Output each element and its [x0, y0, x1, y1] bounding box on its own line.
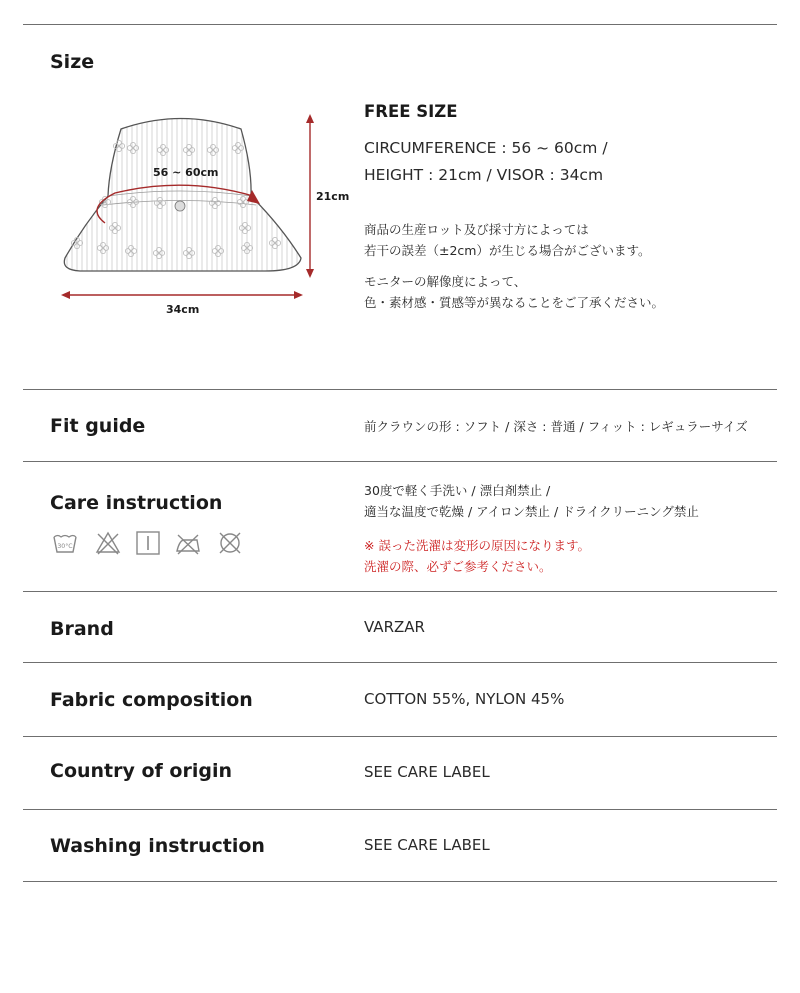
note-measurement-line2: 若干の誤差（±2cm）が生じる場合がございます。	[364, 243, 651, 258]
divider-brand	[23, 662, 777, 663]
note-monitor-line2: 色・素材感・質感等が異なることをご了承ください。	[364, 295, 665, 310]
fabric-heading: Fabric composition	[50, 689, 253, 711]
care-warning-line2: 洗濯の際、必ずご参考ください。	[364, 559, 552, 574]
bottom-divider	[23, 881, 777, 882]
fit-guide-heading: Fit guide	[50, 415, 146, 437]
origin-heading: Country of origin	[50, 760, 233, 782]
note-monitor-line1: モニターの解像度によって、	[364, 274, 527, 289]
divider-fabric	[23, 736, 777, 737]
free-size-title: FREE SIZE	[364, 102, 458, 121]
no-dry-clean-icon	[217, 530, 243, 556]
care-line1: 30度で軽く手洗い / 漂白剤禁止 /	[364, 483, 551, 498]
hat-size-diagram	[55, 108, 355, 323]
fit-guide-value: 前クラウンの形 : ソフト / 深さ : 普通 / フィット : レギュラーサイズ	[364, 419, 748, 434]
care-warning-line1: ※ 誤った洗濯は変形の原因になります。	[364, 538, 590, 553]
circumference-label: 56 ~ 60cm	[153, 166, 219, 179]
fabric-value: COTTON 55%, NYLON 45%	[364, 690, 565, 708]
washing-value: SEE CARE LABEL	[364, 836, 490, 854]
spec-height-visor: HEIGHT : 21cm / VISOR : 34cm	[364, 166, 604, 184]
no-bleach-icon	[95, 530, 121, 556]
spec-circumference: CIRCUMFERENCE : 56 ~ 60cm /	[364, 139, 608, 157]
top-divider	[23, 24, 777, 25]
brand-value: VARZAR	[364, 618, 425, 636]
divider-care	[23, 591, 777, 592]
brand-heading: Brand	[50, 618, 114, 640]
divider-origin	[23, 809, 777, 810]
size-heading: Size	[50, 51, 95, 73]
care-heading: Care instruction	[50, 492, 223, 514]
origin-value: SEE CARE LABEL	[364, 763, 490, 781]
care-line2: 適当な温度で乾燥 / アイロン禁止 / ドライクリーニング禁止	[364, 504, 699, 519]
line-dry-icon	[135, 530, 161, 556]
hand-wash-30-icon	[52, 530, 78, 556]
divider-fit	[23, 461, 777, 462]
hat-button	[175, 201, 185, 211]
hat-outline	[64, 119, 301, 272]
note-measurement-line1: 商品の生産ロット及び採寸方によっては	[364, 222, 589, 237]
width-label: 34cm	[166, 303, 200, 316]
washing-heading: Washing instruction	[50, 835, 265, 857]
no-iron-icon	[175, 530, 201, 556]
svg-text:30°C: 30°C	[57, 543, 73, 550]
height-label: 21cm	[316, 190, 350, 203]
divider-size	[23, 389, 777, 390]
